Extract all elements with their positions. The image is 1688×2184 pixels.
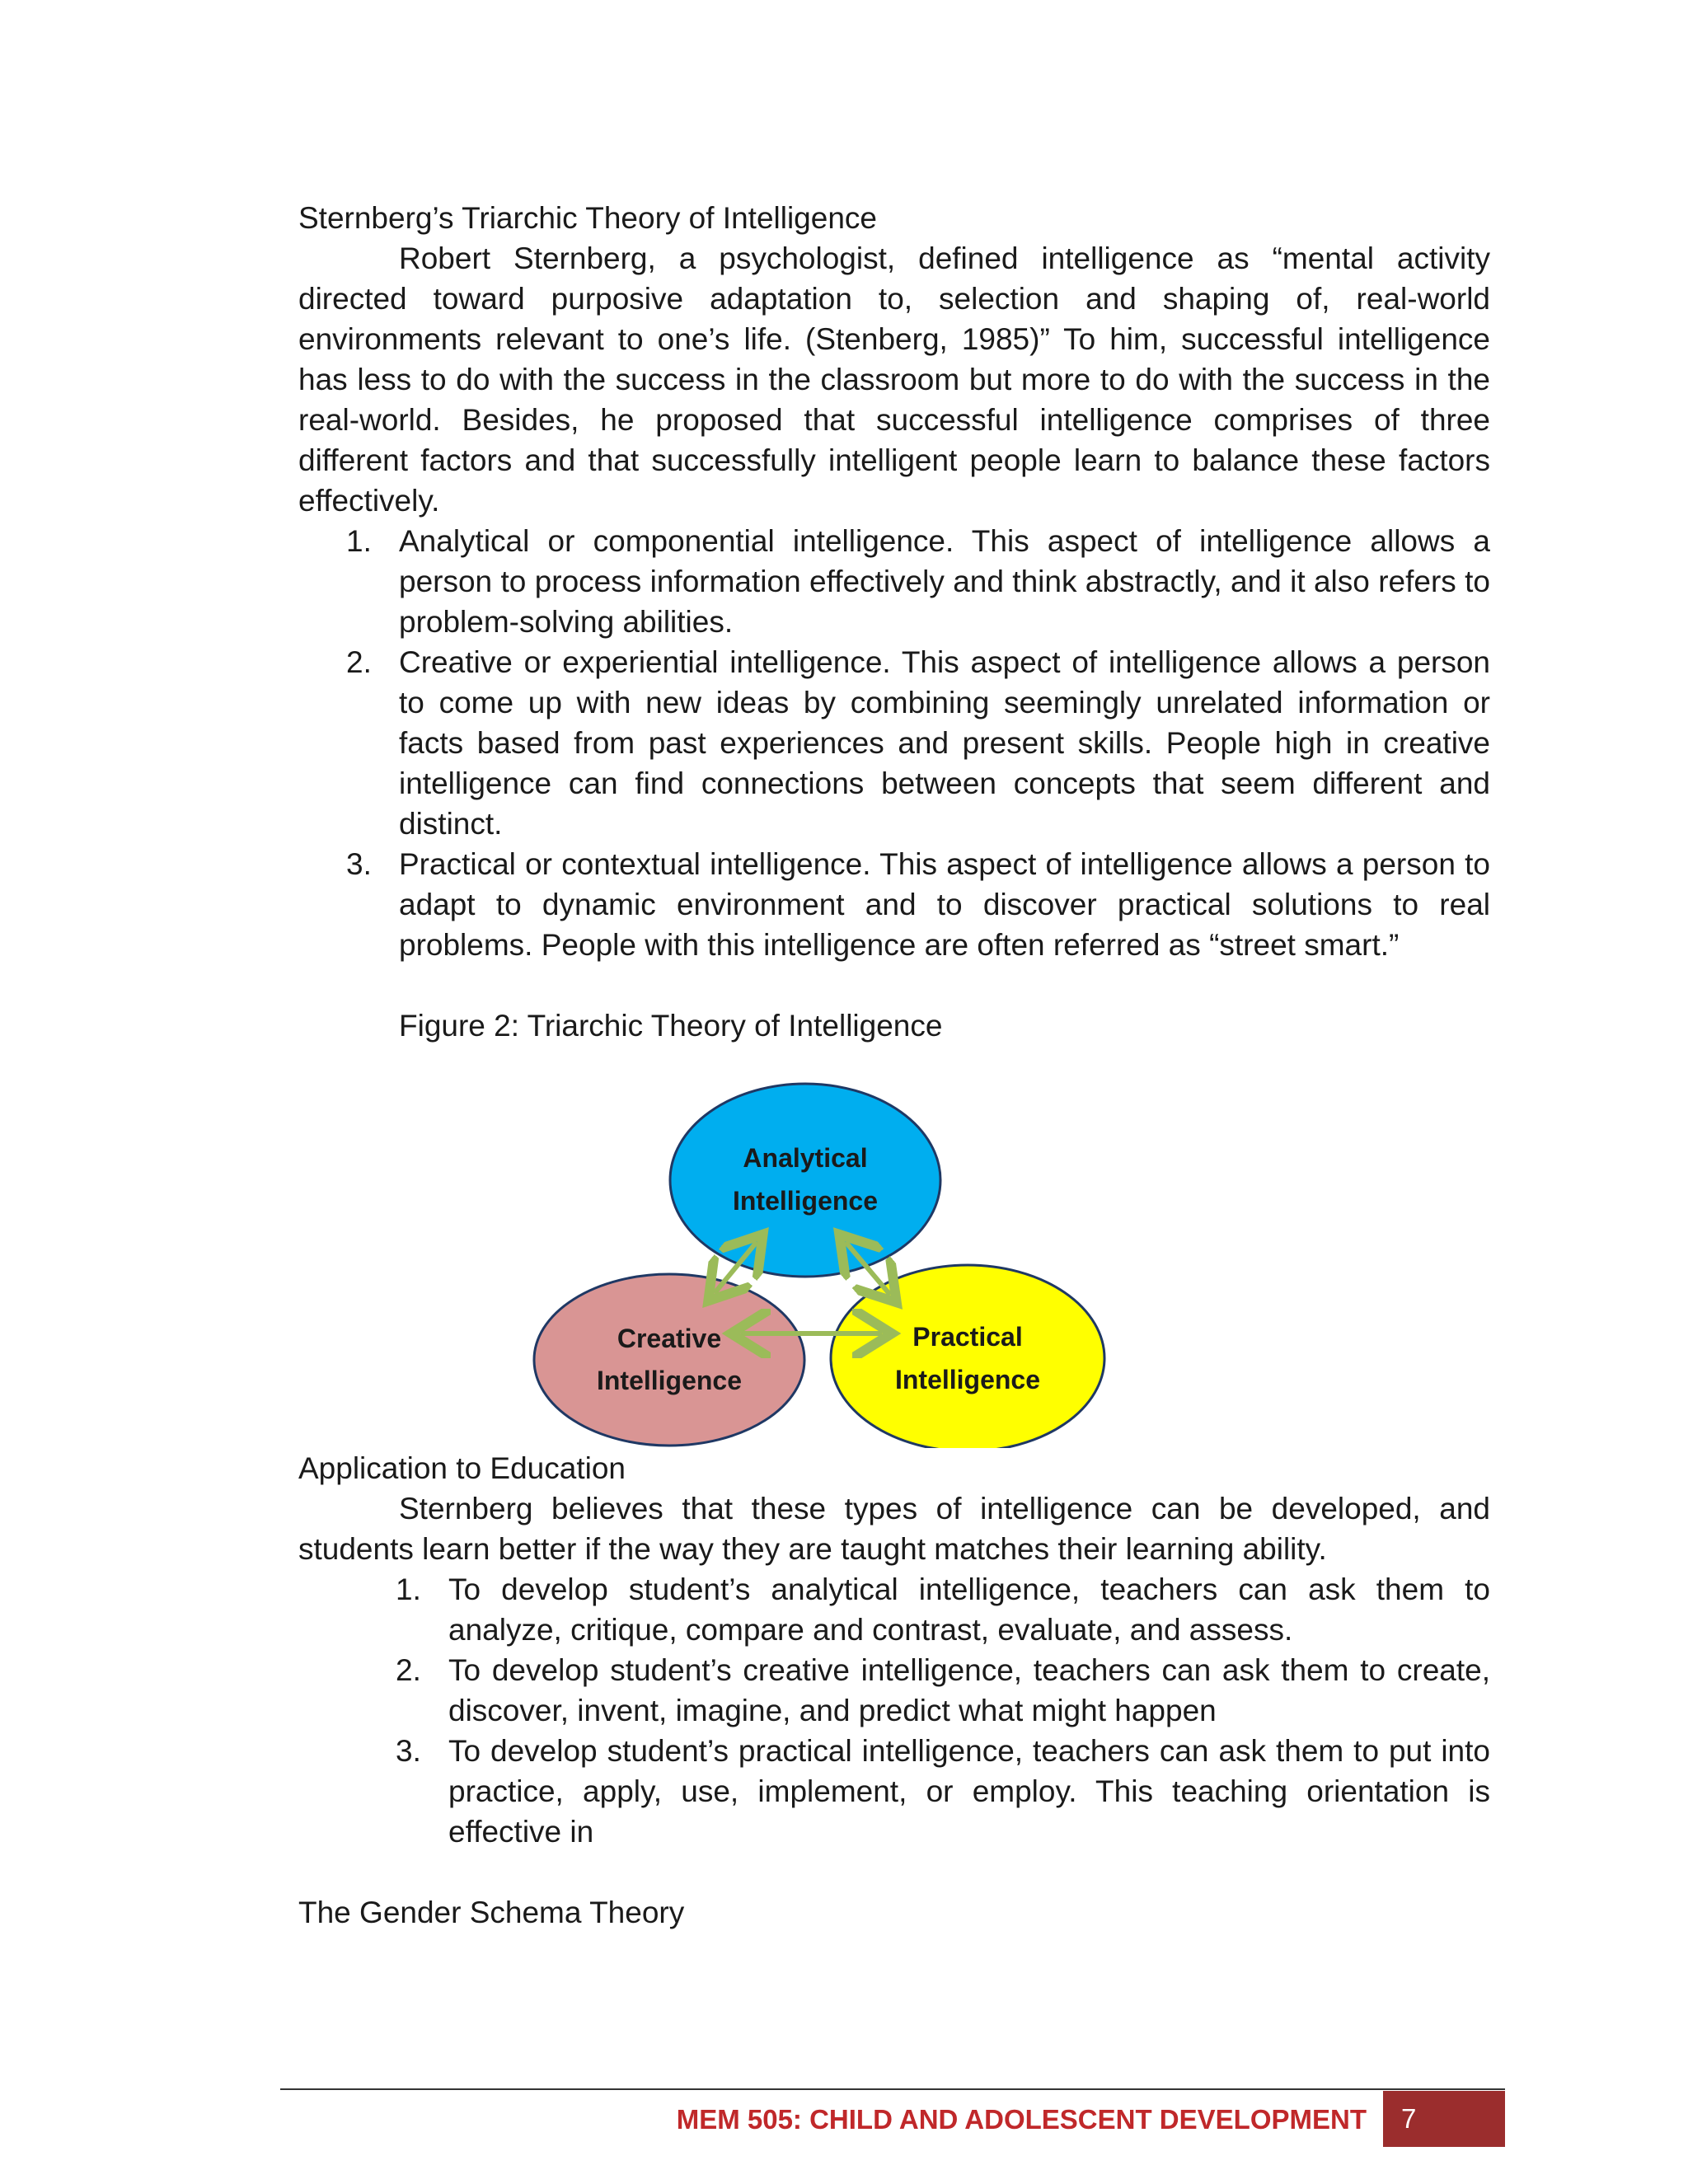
practical-intelligence-ellipse — [831, 1265, 1104, 1448]
list-item — [298, 1731, 1490, 1852]
list-item — [298, 1650, 1490, 1731]
list-item — [298, 844, 1490, 965]
triarchic-intro-paragraph: Robert Sternberg, a psychologist, defined intelligence as “mental activity directed toward purposive adaptation to, selection and shaping of, real-world environments relevant to one’s life. (Stenberg, 1985)” To him, successful intelligence has less to do with the success in the classroom but more to do with the success in the real-world. Besides, he proposed that successful intelligence comprises of three different factors and that successfully intelligent people learn to balance these factors effectively. — [298, 241, 1490, 518]
list-number: 3. — [346, 847, 372, 881]
analytical-label-line2: Intelligence — [732, 1186, 879, 1216]
list-number: 1. — [396, 1572, 421, 1606]
list-number: 1. — [346, 524, 372, 558]
analytical-label-line1: Analytical — [743, 1143, 868, 1173]
footer-page-number: 7 — [1383, 2091, 1505, 2147]
creative-label-line1: Creative — [617, 1324, 722, 1353]
creative-label-line2: Intelligence — [596, 1366, 743, 1395]
practical-label-line2: Intelligence — [894, 1365, 1041, 1394]
list-number: 2. — [346, 645, 372, 679]
footer-course-title: MEM 505: CHILD AND ADOLESCENT DEVELOPMENT — [676, 2104, 1367, 2135]
list-item-text: Practical or contextual intelligence. This aspect of intelligence allows a person to adapt to dynamic environment and to discover practical solutions to real problems. People with this intelligence are often referred as “street smart.” — [399, 847, 1490, 962]
list-item — [298, 1569, 1490, 1650]
list-item — [298, 521, 1490, 642]
triarchic-diagram — [298, 1056, 1490, 1448]
section-heading-application: Application to Education — [298, 1451, 626, 1485]
list-item-text: To develop student’s practical intelligence, teachers can ask them to put into practice, apply, use, implement, or employ. This teaching orientation is effective in — [448, 1734, 1490, 1849]
section-heading-gender-schema: The Gender Schema Theory — [298, 1896, 685, 1929]
analytical-intelligence-ellipse — [670, 1084, 940, 1277]
figure-caption: Figure 2: Triarchic Theory of Intelligence — [399, 1009, 943, 1043]
triarchic-diagram-svg — [298, 1056, 1490, 1448]
list-item-text: Analytical or componential intelligence. This aspect of intelligence allows a person to process information effectively and think abstractly, and it also refers to problem-solving abilities. — [399, 524, 1490, 639]
page-content — [298, 198, 1490, 1933]
footer-divider — [280, 2088, 1505, 2090]
intelligence-types-list — [298, 521, 1490, 965]
education-application-list — [298, 1569, 1490, 1852]
list-item-text: To develop student’s creative intelligence, teachers can ask them to create, discover, invent, imagine, and predict what might happen — [448, 1653, 1490, 1727]
practical-label-line1: Practical — [912, 1322, 1023, 1352]
list-item — [298, 642, 1490, 844]
creative-intelligence-ellipse — [534, 1274, 804, 1446]
list-item-text: Creative or experiential intelligence. This aspect of intelligence allows a person to come up with new ideas by combining seemingly unrelated information or facts based from past experiences and present skills. People high in creative intelligence can find connections between concepts that seem different and distinct. — [399, 645, 1490, 841]
list-item-text: To develop student’s analytical intelligence, teachers can ask them to analyze, critique, compare and contrast, evaluate, and assess. — [448, 1572, 1490, 1647]
section-heading-triarchic: Sternberg’s Triarchic Theory of Intelligence — [298, 201, 877, 235]
application-intro-paragraph: Sternberg believes that these types of intelligence can be developed, and students learn better if the way they are taught matches their learning ability. — [298, 1492, 1490, 1566]
list-number: 3. — [396, 1734, 421, 1768]
list-number: 2. — [396, 1653, 421, 1687]
